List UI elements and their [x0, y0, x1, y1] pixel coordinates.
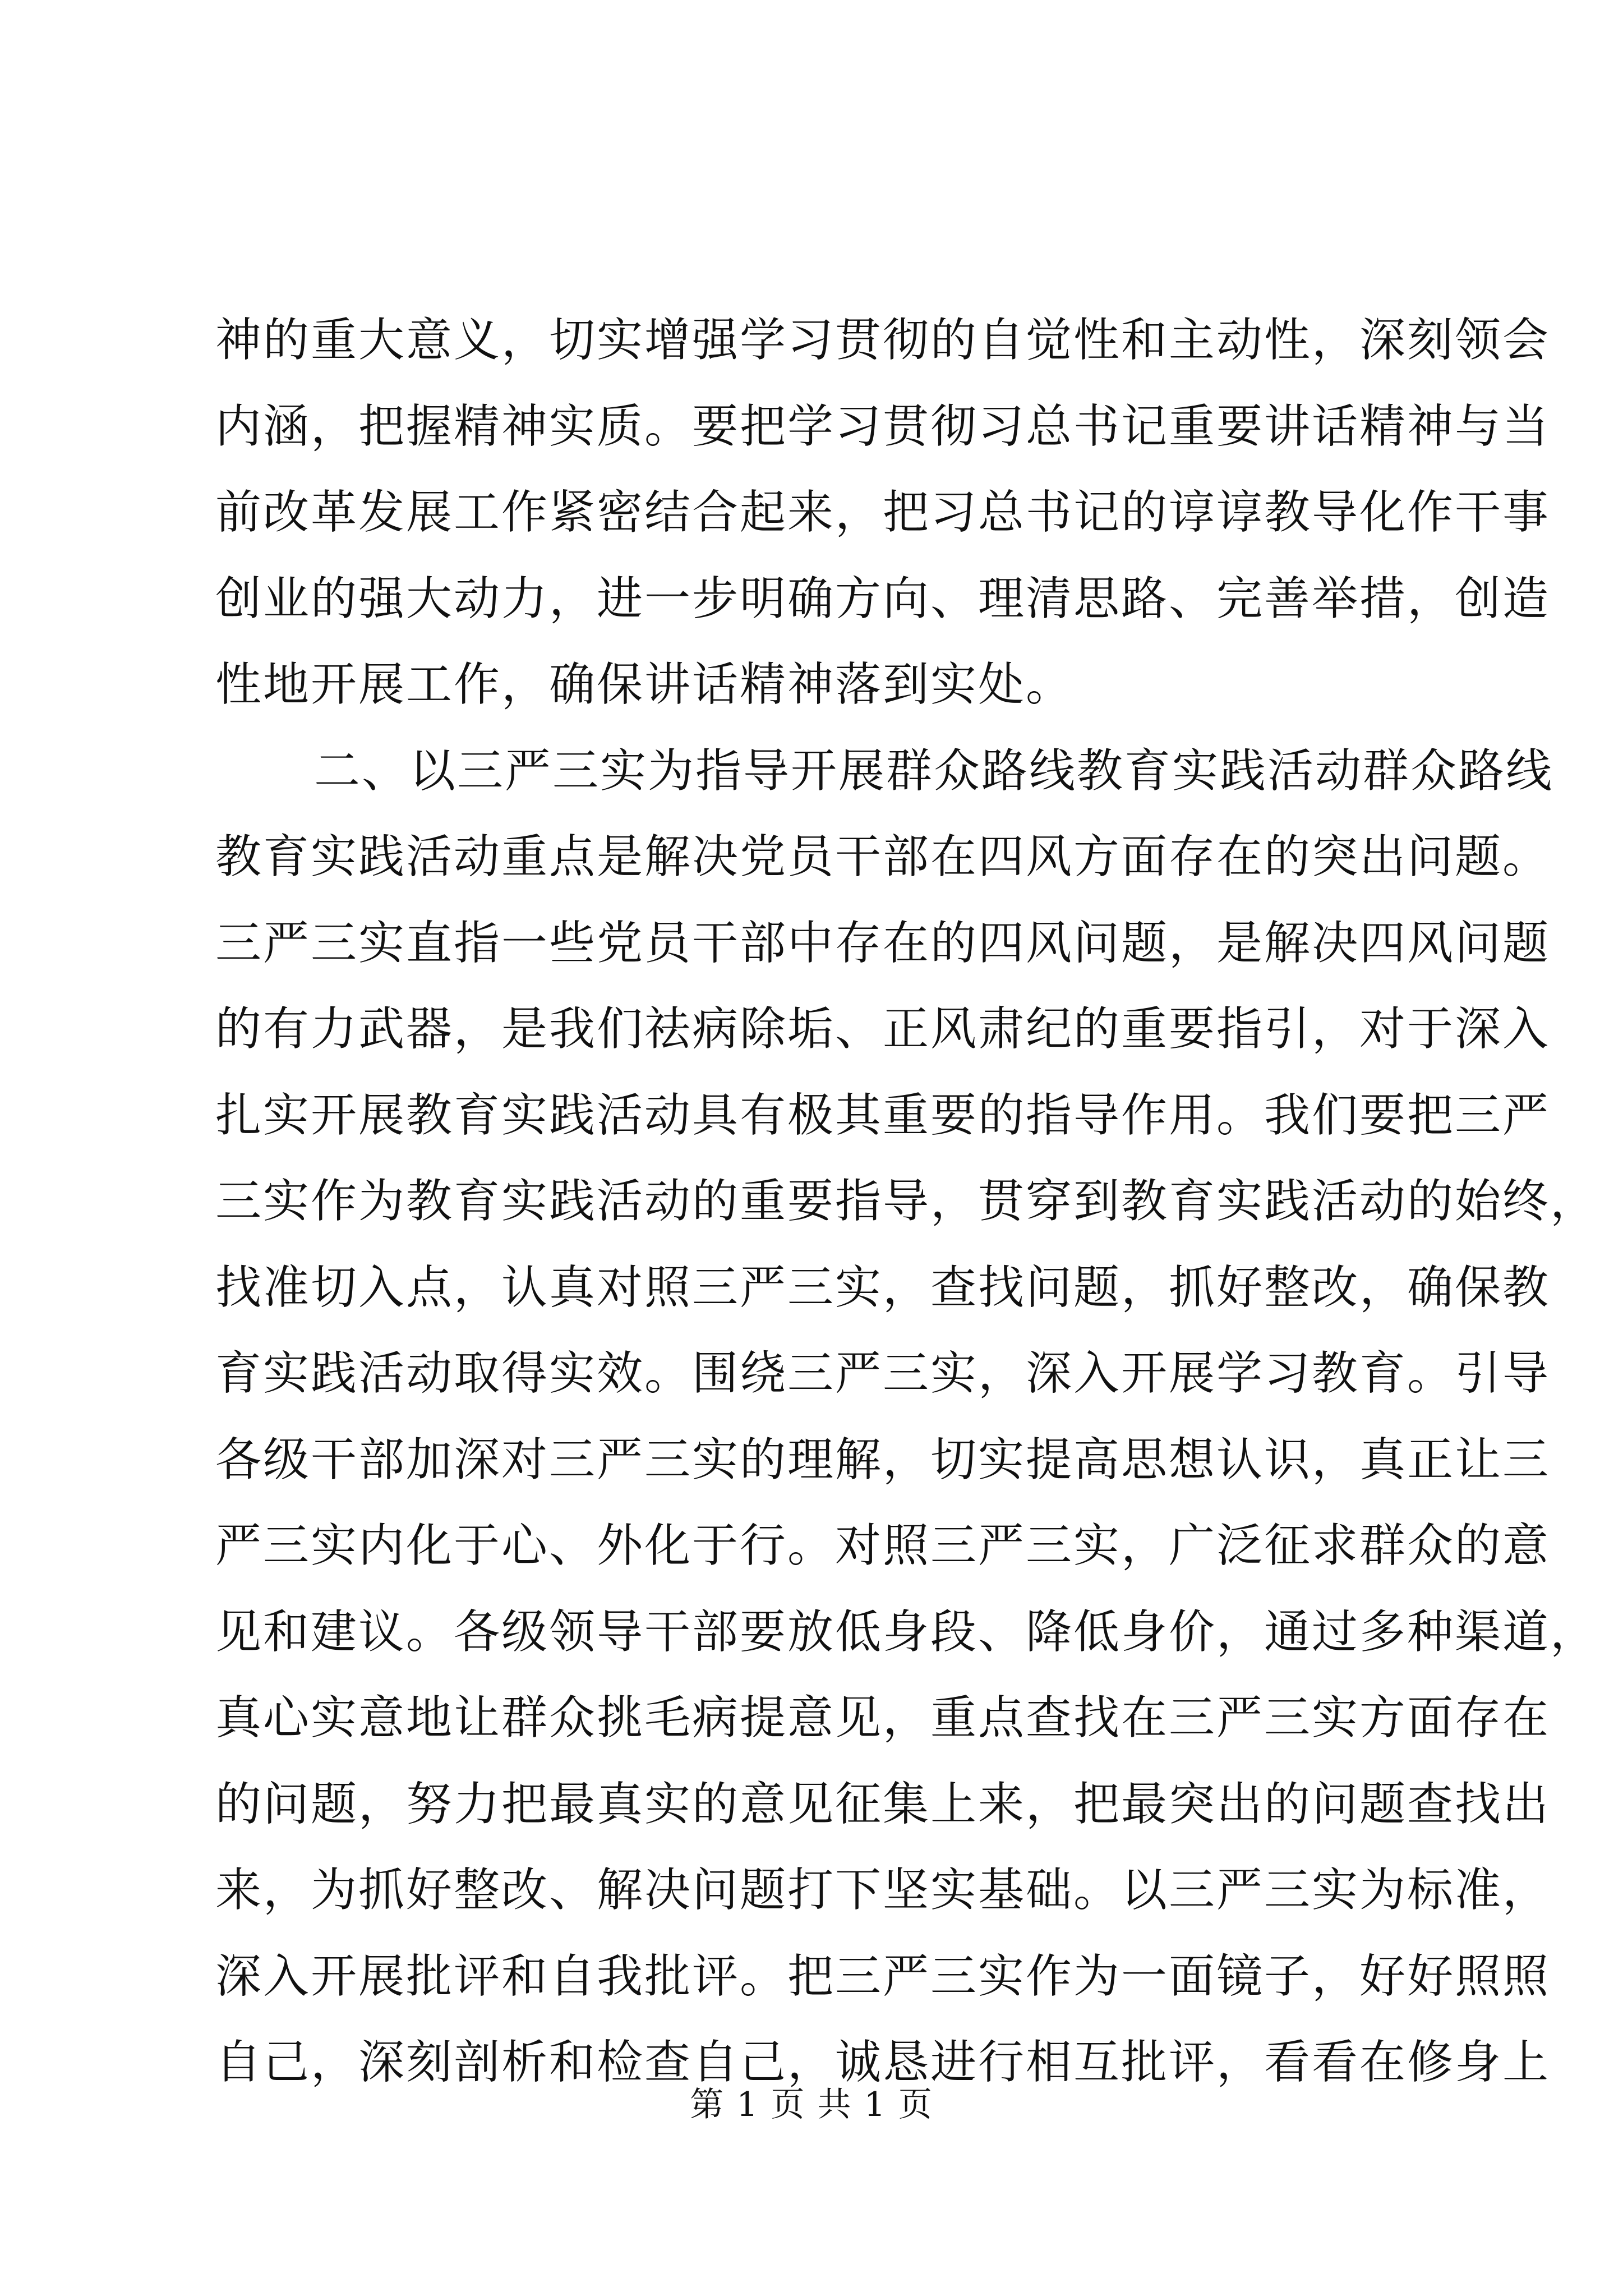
text-line: 育实践活动取得实效。围绕三严三实，深入开展学习教育。引导	[215, 1347, 1551, 1400]
text-line: 教育实践活动重点是解决党员干部在四风方面存在的突出问题。	[215, 830, 1551, 884]
text-line: 的问题，努力把最真实的意见征集上来，把最突出的问题查找出	[215, 1777, 1551, 1831]
text-line: 三实作为教育实践活动的重要指导，贯穿到教育实践活动的始终，	[215, 1175, 1598, 1228]
text-line: 创业的强大动力，进一步明确方向、理清思路、完善举措，创造	[215, 572, 1551, 625]
section-heading-line: 二、以三严三实为指导开展群众路线教育实践活动群众路线	[314, 744, 1554, 798]
text-line: 严三实内化于心、外化于行。对照三严三实，广泛征求群众的意	[215, 1519, 1551, 1572]
text-line: 自己，深刻剖析和检查自己，诚恳进行相互批评，看看在修身上	[215, 2036, 1551, 2089]
text-line: 前改革发展工作紧密结合起来，把习总书记的谆谆教导化作干事	[215, 486, 1551, 539]
text-line: 见和建议。各级领导干部要放低身段、降低身价，通过多种渠道，	[215, 1605, 1598, 1659]
text-line: 三严三实直指一些党员干部中存在的四风问题，是解决四风问题	[215, 916, 1551, 970]
body-text	[215, 297, 1598, 2106]
text-line: 内涵，把握精神实质。要把学习贯彻习总书记重要讲话精神与当	[215, 399, 1551, 453]
page-number-footer: 第 1 页 共 1 页	[690, 2085, 933, 2124]
text-line: 找准切入点，认真对照三严三实，查找问题，抓好整改，确保教	[215, 1260, 1551, 1314]
text-line: 性地开展工作，确保讲话精神落到实处。	[215, 658, 1074, 711]
text-line: 神的重大意义，切实增强学习贯彻的自觉性和主动性，深刻领会	[215, 314, 1551, 367]
text-line: 扎实开展教育实践活动具有极其重要的指导作用。我们要把三严	[215, 1088, 1551, 1142]
text-line: 的有力武器，是我们祛病除垢、正风肃纪的重要指引，对于深入	[215, 1002, 1551, 1056]
text-line: 各级干部加深对三严三实的理解，切实提高思想认识，真正让三	[215, 1433, 1551, 1487]
text-line: 深入开展批评和自我批评。把三严三实作为一面镜子，好好照照	[215, 1949, 1551, 2003]
text-line: 来，为抓好整改、解决问题打下坚实基础。以三严三实为标准，	[215, 1864, 1551, 1917]
text-line: 真心实意地让群众挑毛病提意见，重点查找在三严三实方面存在	[215, 1691, 1551, 1745]
